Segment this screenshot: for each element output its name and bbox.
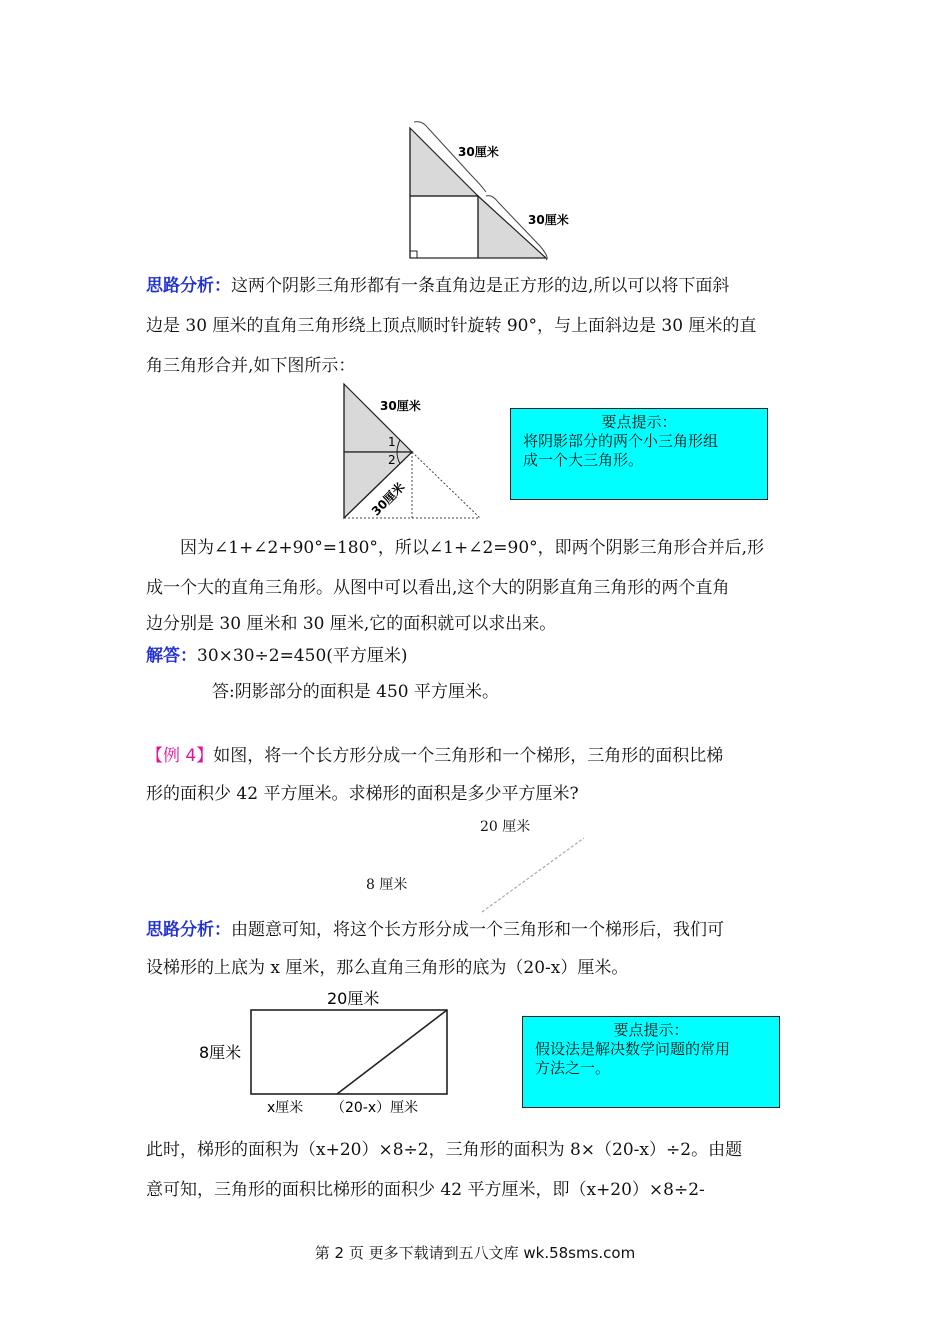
analysis-label-1: 思路分析： [146, 276, 231, 296]
calc-line-2: 意可知，三角形的面积比梯形的面积少 42 平方厘米，即（x+20）×8÷2- [146, 1180, 705, 1200]
figure-triangles-square [400, 118, 590, 266]
square [410, 196, 478, 258]
fig3-faint-diagonal [478, 834, 588, 916]
example-4-label: 【例 4】 [146, 746, 214, 766]
fig4-label-bottom-right: （20-x）厘米 [331, 1100, 419, 1116]
fig2-label-bottom: 30厘米 [368, 479, 408, 519]
analysis2-text-1: 由题意可知，将这个长方形分成一个三角形和一个梯形后，我们可 [231, 920, 724, 940]
rectangle-diagonal [337, 1010, 447, 1094]
example-4-line-2: 形的面积少 42 平方厘米。求梯形的面积是多少平方厘米? [146, 784, 579, 804]
tip2-title: 要点提示： [613, 1021, 689, 1039]
fig3-label-top: 20 厘米 [480, 819, 531, 835]
answer-label: 解答： [146, 646, 197, 666]
reason-line-3: 边分别是 30 厘米和 30 厘米,它的面积就可以求出来。 [146, 614, 557, 634]
shaded-triangle-top [410, 128, 478, 196]
fig4-label-bottom-left: x厘米 [267, 1100, 304, 1116]
tip2-line-2: 方法之一。 [535, 1059, 611, 1077]
analysis-line-2: 边是 30 厘米的直角三角形绕上顶点顺时针旋转 90°，与上面斜边是 30 厘米的直 [146, 316, 757, 336]
figure-merged-triangle [334, 380, 494, 525]
fig4-label-left: 8厘米 [199, 1043, 242, 1062]
analysis2-line-1 [146, 918, 724, 942]
fig4-label-top: 20厘米 [327, 989, 380, 1008]
shaded-big-triangle [344, 384, 412, 452]
fig1-label-bottom: 30厘米 [528, 213, 569, 227]
figure-rectangle [195, 986, 465, 1116]
angle-2-label: 2 [388, 453, 396, 467]
example-4-line-1 [146, 744, 723, 768]
analysis-line-1 [146, 274, 729, 298]
reason-line-1: 因为∠1+∠2+90°=180°，所以∠1+∠2=90°，即两个阴影三角形合并后,形 [180, 538, 765, 558]
answer-final: 答:阴影部分的面积是 450 平方厘米。 [212, 682, 499, 702]
tip1-line-2: 成一个大三角形。 [523, 451, 644, 469]
shaded-triangle-bottom [478, 196, 546, 258]
right-angle-mark [410, 251, 417, 258]
calc-line-1: 此时，梯形的面积为（x+20）×8÷2，三角形的面积为 8×（20-x）÷2。由题 [146, 1140, 743, 1160]
dotted-diagonal [412, 452, 480, 518]
fig2-label-top: 30厘米 [380, 399, 421, 413]
analysis2-label: 思路分析： [146, 920, 231, 940]
reason-line-2: 成一个大的直角三角形。从图中可以看出,这个大的阴影直角三角形的两个直角 [146, 578, 730, 598]
analysis-line-3: 角三角形合并,如下图所示： [146, 356, 356, 376]
rectangle [251, 1010, 447, 1094]
fig1-label-top: 30厘米 [458, 145, 499, 159]
tip2-line-1: 假设法是解决数学问题的常用 [535, 1040, 731, 1058]
tip-box-1 [510, 408, 768, 500]
tip1-title: 要点提示： [601, 413, 677, 431]
angle-1-label: 1 [388, 435, 396, 449]
analysis-text-1: 这两个阴影三角形都有一条直角边是正方形的边,所以可以将下面斜 [231, 276, 730, 296]
analysis2-line-2: 设梯形的上底为 x 厘米，那么直角三角形的底为（20-x）厘米。 [146, 958, 629, 978]
answer-formula: 30×30÷2=450(平方厘米) [197, 646, 408, 666]
answer-line [146, 644, 408, 668]
example-4-text-1: 如图，将一个长方形分成一个三角形和一个梯形，三角形的面积比梯 [213, 746, 724, 766]
tip1-line-1: 将阴影部分的两个小三角形组 [523, 432, 719, 450]
page-footer: 第 2 页 更多下载请到五八文库 wk.58sms.com [314, 1244, 636, 1262]
tip-box-2 [522, 1016, 780, 1108]
fig3-label-left: 8 厘米 [366, 877, 408, 893]
